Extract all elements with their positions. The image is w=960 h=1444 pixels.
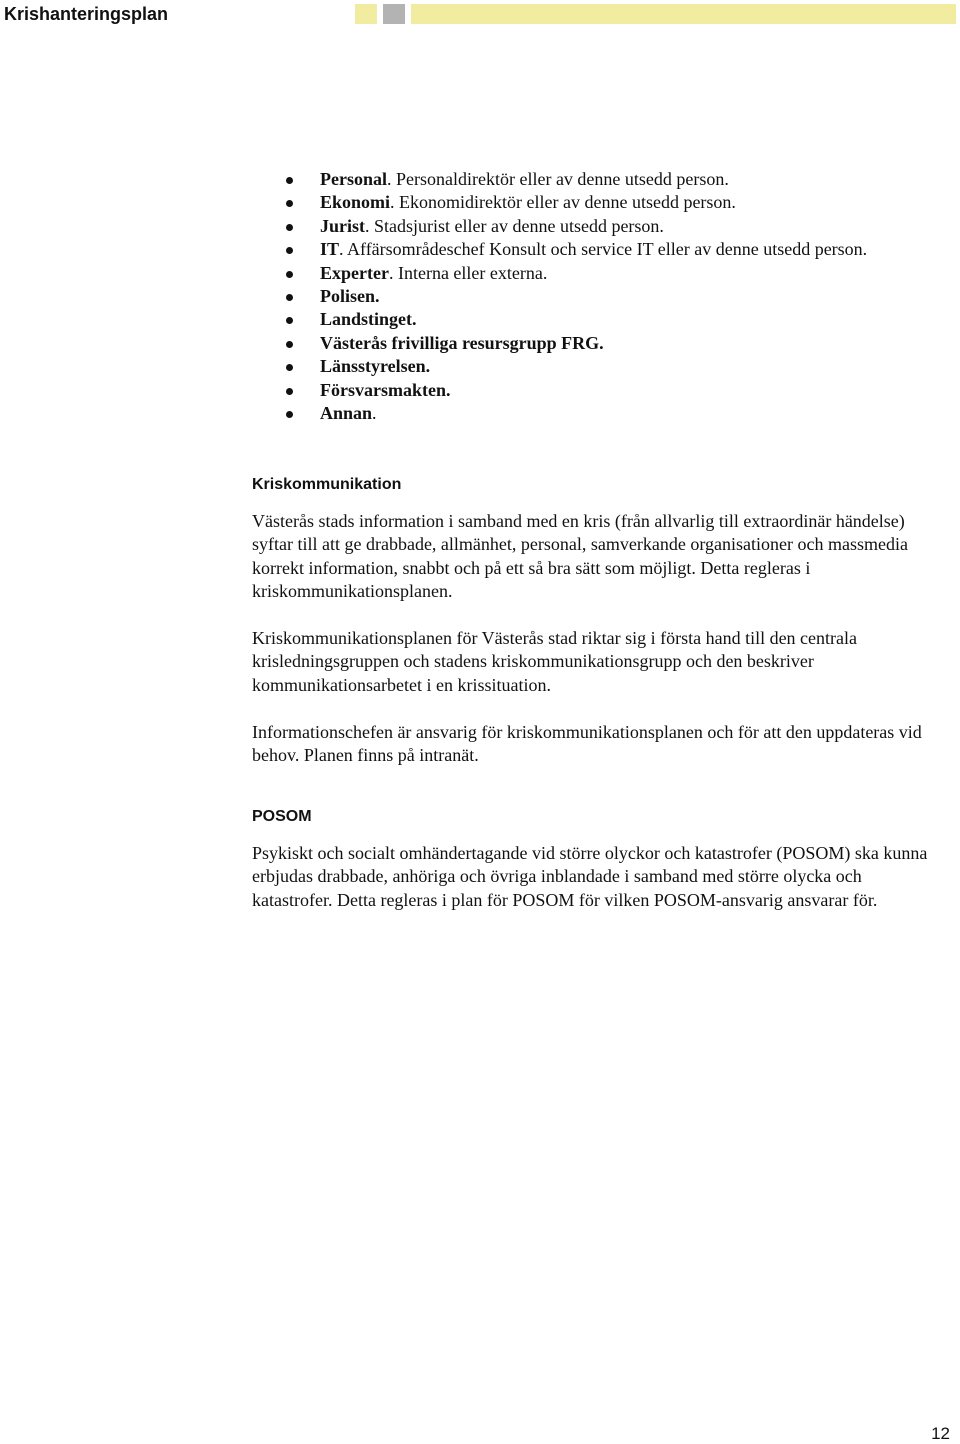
bullet-icon	[286, 294, 293, 301]
header-gray-square	[383, 4, 405, 24]
kriskommunikation-paragraph-2: Kriskommunikationsplanen för Västerås stad riktar sig i första hand till den centrala krisledningsgruppen och stadens kriskommunikationsgrupp och den beskriver kommunikationsarbetet i en krissituation.	[252, 628, 858, 695]
list-item-label: Annan	[320, 403, 373, 424]
bullet-icon	[286, 200, 293, 207]
list-item-text: .	[372, 403, 377, 424]
bullet-icon	[286, 341, 293, 348]
list-item-label: Experter	[320, 262, 389, 283]
list-item	[270, 308, 910, 331]
header-yellow-square	[355, 4, 377, 24]
list-item-text: . Stadsjurist eller av denne utsedd person.	[365, 215, 664, 236]
list-item-label: Länsstyrelsen.	[320, 356, 431, 377]
kriskommunikation-paragraph-1: Västerås stads information i samband med en kris (från allvarlig till extraordinär händelse) syftar till att ge drabbade, allmänhet, personal, samverkande organisationer och massmedia korrekt information, snabbt och på ett så bra sätt som möjligt. Detta regleras i kriskommunikationsplanen.	[252, 511, 908, 602]
list-item-label: Jurist	[320, 215, 365, 236]
section-heading-kriskommunikation: Kriskommunikation	[252, 476, 402, 493]
bullet-icon	[286, 271, 293, 278]
bullet-icon	[286, 388, 293, 395]
page-header	[0, 0, 960, 30]
list-item-text: . Interna eller externa.	[388, 262, 548, 283]
bullet-icon	[286, 224, 293, 231]
list-item	[270, 355, 910, 378]
list-item-text: . Personaldirektör eller av denne utsedd person.	[387, 169, 729, 189]
list-item-label: Försvarsmakten.	[320, 379, 451, 400]
list-item	[270, 332, 910, 355]
list-item-label: Ekonomi	[320, 192, 391, 213]
list-item-label: Västerås frivilliga resursgrupp FRG.	[320, 332, 604, 353]
list-item	[270, 191, 910, 214]
bullet-icon	[286, 364, 293, 371]
list-item	[270, 379, 910, 402]
list-item-label: Landstinget.	[320, 309, 417, 330]
bullet-icon	[286, 177, 293, 184]
header-yellow-bar	[411, 4, 956, 24]
section-heading-posom: POSOM	[252, 808, 312, 825]
posom-paragraph: Psykiskt och socialt omhändertagande vid större olyckor och katastrofer (POSOM) ska kunna erbjudas drabbade, anhöriga och övriga inblandade i samband med större olycka och katastrofer. Detta regleras i plan för POSOM för vilken POSOM-ansvarig ansvarar för.	[252, 843, 928, 910]
list-item	[270, 402, 910, 425]
list-item-label: Personal	[320, 169, 387, 189]
list-item-label: Polisen.	[320, 286, 380, 307]
list-item-text: . Affärsområdeschef Konsult och service IT eller av denne utsedd person.	[339, 239, 868, 260]
list-item-label: IT	[320, 239, 340, 260]
bullet-icon	[286, 411, 293, 418]
document-title: Krishanteringsplan	[4, 4, 169, 24]
bullet-icon	[286, 317, 293, 324]
list-item	[270, 285, 910, 308]
list-item	[270, 262, 910, 285]
bullet-icon	[286, 247, 293, 254]
page-number: 12	[931, 1424, 950, 1443]
list-item	[270, 238, 910, 261]
kriskommunikation-paragraph-3: Informationschefen är ansvarig för kriskommunikationsplanen och för att den uppdateras vid behov. Planen finns på intranät.	[252, 722, 922, 766]
list-item	[270, 168, 910, 191]
list-item	[270, 215, 910, 238]
participant-list	[270, 168, 910, 425]
list-item-text: . Ekonomidirektör eller av denne utsedd person.	[390, 192, 736, 213]
